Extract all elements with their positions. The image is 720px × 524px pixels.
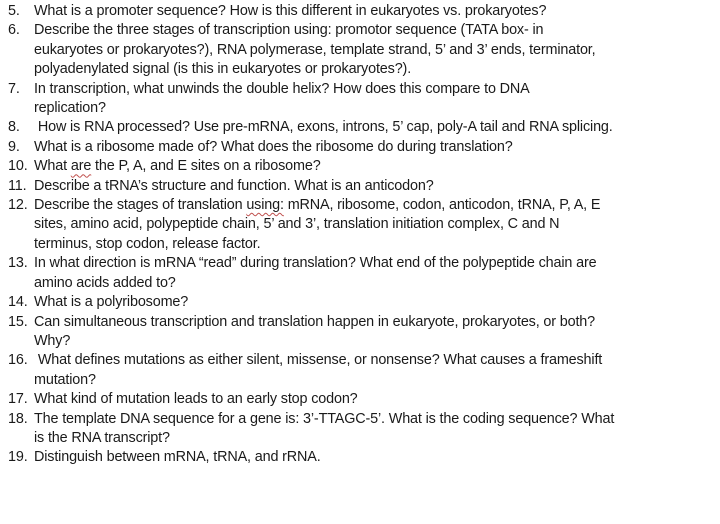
question-10	[8, 157, 712, 176]
question-line: What is a polyribosome?	[34, 294, 189, 311]
question-9	[8, 138, 712, 157]
question-line: Distinguish between mRNA, tRNA, and rRNA.	[34, 449, 321, 466]
question-number: 5.	[8, 3, 20, 19]
question-line: In transcription, what unwinds the double helix? How does this compare to DNA	[34, 80, 530, 97]
question-line: The template DNA sequence for a gene is: 3’-TTAGC-5’. What is the coding sequence? What	[34, 410, 615, 427]
spellcheck-flagged-word: using:	[246, 197, 284, 214]
question-number: 12.	[8, 197, 28, 214]
question-text	[34, 80, 712, 119]
question-number: 11.	[8, 177, 27, 194]
question-line: What kind of mutation leads to an early stop codon?	[34, 391, 358, 408]
question-7	[8, 80, 712, 119]
question-number: 16.	[8, 352, 28, 369]
question-text	[34, 410, 712, 449]
question-line: In what direction is mRNA “read” during translation? What end of the polypeptide chain are	[34, 255, 597, 272]
question-18	[8, 410, 712, 449]
question-text	[34, 313, 712, 352]
question-number: 14.	[8, 294, 28, 311]
question-5	[8, 2, 712, 21]
question-number: 9.	[8, 138, 20, 155]
question-6	[8, 21, 712, 79]
question-text	[34, 448, 712, 467]
question-text	[34, 157, 712, 176]
question-number: 10.	[8, 158, 28, 175]
spellcheck-flagged-word: are	[70, 158, 92, 175]
question-number: 6.	[8, 22, 20, 39]
question-line: What defines mutations as either silent, missense, or nonsense? What causes a frameshift	[34, 352, 603, 369]
question-text	[34, 293, 712, 312]
question-number: 18.	[8, 410, 28, 427]
question-number: 7.	[8, 80, 20, 97]
question-line	[34, 157, 712, 176]
question-line: Can simultaneous transcription and translation happen in eukaryote, prokaryotes, or both?	[34, 313, 596, 330]
text-run: mRNA, ribosome, codon, anticodon, tRNA, P, A, E	[283, 197, 601, 214]
text-run: What	[34, 158, 71, 175]
question-14	[8, 293, 712, 312]
question-text	[34, 138, 712, 157]
question-line: sites, amino acid, polypeptide chain, 5’ and 3’, translation initiation complex, C and N	[34, 216, 560, 233]
question-text	[34, 21, 712, 79]
question-line: eukaryotes or prokaryotes?), RNA polymerase, template strand, 5’ and 3’ ends, terminator,	[34, 41, 596, 58]
question-16	[8, 351, 712, 390]
question-text	[34, 118, 712, 137]
question-line	[34, 196, 712, 215]
question-line: Describe a tRNA’s structure and function. What is an anticodon?	[34, 177, 434, 194]
question-line: mutation?	[34, 371, 96, 388]
question-text	[34, 254, 712, 293]
question-text	[34, 2, 712, 21]
question-line: What is a promoter sequence? How is this different in eukaryotes vs. prokaryotes?	[34, 3, 547, 19]
question-line: amino acids added to?	[34, 274, 176, 291]
question-number: 13.	[8, 255, 28, 272]
text-run: Describe the stages of translation	[34, 197, 247, 214]
question-13	[8, 254, 712, 293]
question-15	[8, 313, 712, 352]
question-line: polyadenylated signal (is this in eukaryotes or prokaryotes?).	[34, 61, 412, 78]
question-number: 19.	[8, 449, 28, 466]
question-8	[8, 118, 712, 137]
question-19	[8, 448, 712, 467]
question-number: 8.	[8, 119, 20, 136]
question-number: 17.	[8, 391, 28, 408]
text-run: the P, A, and E sites on a ribosome?	[91, 158, 321, 175]
question-text	[34, 351, 712, 390]
question-line: replication?	[34, 100, 106, 117]
question-text	[34, 390, 712, 409]
question-line: What is a ribosome made of? What does the ribosome do during translation?	[34, 138, 513, 155]
question-12	[8, 196, 712, 254]
question-line: Describe the three stages of transcription using: promotor sequence (TATA box- in	[34, 22, 544, 39]
question-17	[8, 390, 712, 409]
question-line: terminus, stop codon, release factor.	[34, 235, 261, 252]
question-line: is the RNA transcript?	[34, 429, 170, 446]
question-line: How is RNA processed? Use pre-mRNA, exons, introns, 5’ cap, poly-A tail and RNA splicing.	[34, 119, 613, 136]
question-11	[8, 177, 712, 196]
question-text	[34, 177, 712, 196]
question-number: 15.	[8, 313, 28, 330]
question-text	[34, 196, 712, 254]
question-list	[8, 2, 712, 468]
question-line: Why?	[34, 332, 71, 349]
